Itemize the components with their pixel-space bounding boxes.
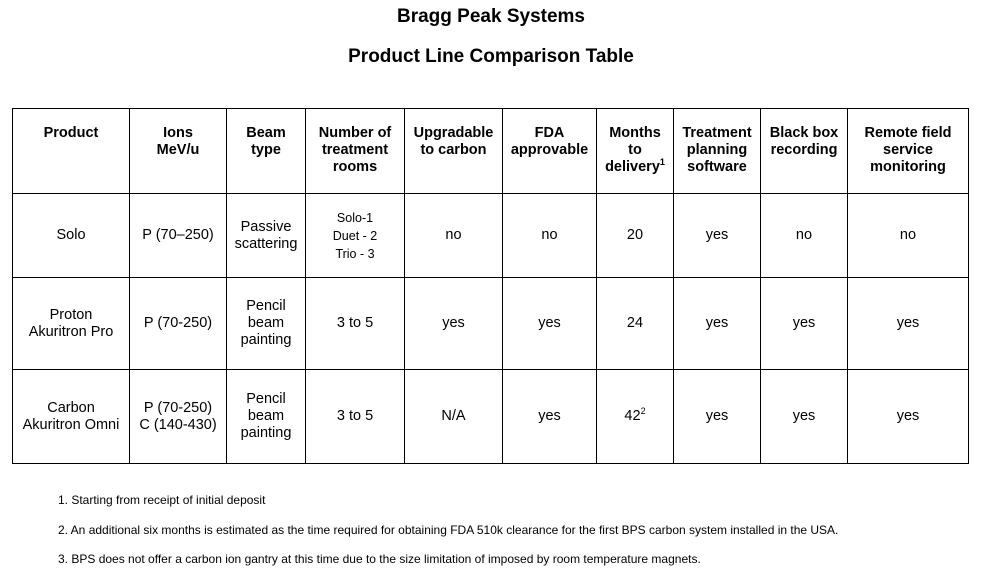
cell-beam-type: Passive scattering — [227, 194, 306, 278]
table-row — [13, 370, 969, 464]
document-title: Bragg Peak Systems — [397, 6, 585, 27]
header-beam-type: Beam type — [227, 109, 306, 194]
cell-tps: yes — [674, 278, 761, 370]
header-treatment-rooms: Number of treatment rooms — [306, 109, 405, 194]
cell-ions: P (70-250) — [130, 278, 227, 370]
footnote-ref-2: 2 — [640, 406, 646, 417]
header-ions: Ions MeV/u — [130, 109, 227, 194]
footnotes — [58, 492, 838, 581]
cell-ions: P (70-250) C (140-430) — [130, 370, 227, 464]
header-product: Product — [13, 109, 130, 194]
cell-blackbox: yes — [761, 370, 848, 464]
cell-tps: yes — [674, 194, 761, 278]
cell-fda: yes — [503, 278, 597, 370]
cell-remote: yes — [848, 278, 969, 370]
cell-fda: no — [503, 194, 597, 278]
cell-product: Proton Akuritron Pro — [13, 278, 130, 370]
footnote-1: 1. Starting from receipt of initial deposit — [58, 493, 266, 507]
header-months-to-delivery: Months to delivery$^1$ — [597, 109, 674, 194]
table-row — [13, 278, 969, 370]
cell-months: $42^2$ — [597, 370, 674, 464]
cell-beam-type: Pencil beam painting — [227, 278, 306, 370]
footnote-3: 3. BPS does not offer a carbon ion gantry at this time due to the size limitation of imposed by room temperature magnets. — [58, 552, 701, 566]
footnote-ref-1: 1 — [659, 157, 665, 168]
header-upgradable: Upgradable to carbon — [405, 109, 503, 194]
cell-fda: yes — [503, 370, 597, 464]
cell-ions: P (70–250) — [130, 194, 227, 278]
header-fda: FDA approvable — [503, 109, 597, 194]
cell-product: Solo — [13, 194, 130, 278]
cell-rooms: 3 to 5 — [306, 370, 405, 464]
header-remote-monitoring: Remote field service monitoring — [848, 109, 969, 194]
cell-beam-type: Pencil beam painting — [227, 370, 306, 464]
cell-rooms: Solo-1 Duet - 2 Trio - 3 — [306, 194, 405, 278]
cell-upgradable: N/A — [405, 370, 503, 464]
cell-remote: no — [848, 194, 969, 278]
cell-product: Carbon Akuritron Omni — [13, 370, 130, 464]
cell-upgradable: yes — [405, 278, 503, 370]
table-row — [13, 194, 969, 278]
cell-months: 20 — [597, 194, 674, 278]
cell-tps: yes — [674, 370, 761, 464]
cell-upgradable: no — [405, 194, 503, 278]
header-treatment-planning: Treatment planning software — [674, 109, 761, 194]
comparison-table — [12, 108, 969, 464]
cell-blackbox: yes — [761, 278, 848, 370]
cell-blackbox: no — [761, 194, 848, 278]
header-black-box: Black box recording — [761, 109, 848, 194]
document-subtitle: Product Line Comparison Table — [348, 46, 634, 67]
footnote-2: 2. An additional six months is estimated as the time required for obtaining FDA 510k clearance for the first BPS carbon system installed in the USA. — [58, 522, 839, 537]
cell-rooms: 3 to 5 — [306, 278, 405, 370]
header-row — [13, 109, 969, 194]
cell-remote: yes — [848, 370, 969, 464]
cell-months: 24 — [597, 278, 674, 370]
